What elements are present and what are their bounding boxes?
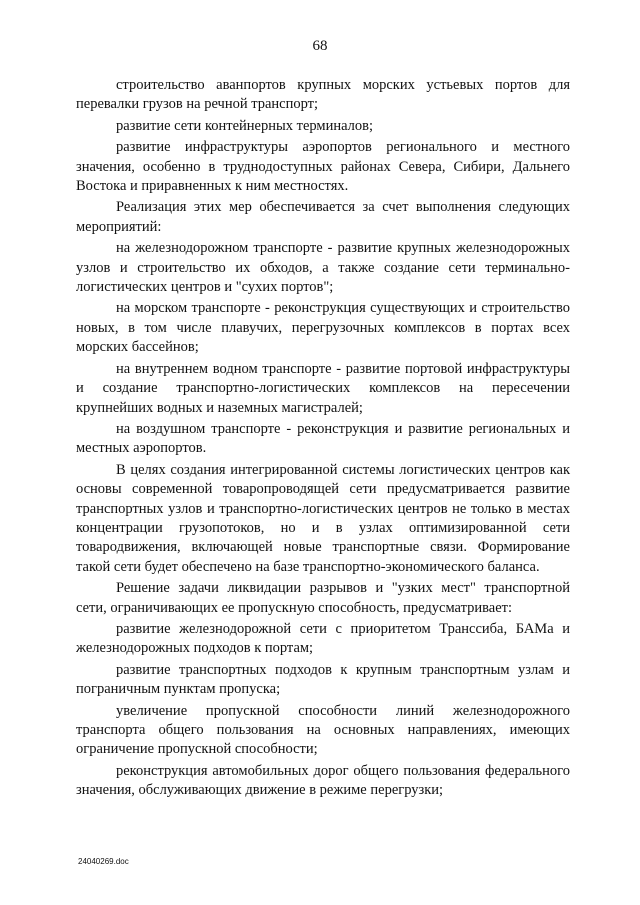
paragraph: Реализация этих мер обеспечивается за счет выполнения следующих мероприятий:: [76, 199, 570, 235]
paragraph: развитие транспортных подходов к крупным транспортным узлам и пограничным пунктам пропуска;: [76, 661, 570, 698]
paragraph: развитие железнодорожной сети с приоритетом Транссиба, БАМа и железнодорожных подходов к портам;: [76, 620, 570, 657]
footer-filename: 24040269.doc: [78, 857, 129, 866]
paragraph: В целях создания интегрированной системы логистических центров как основы современной товаропроводящей сети предусматривается развитие транспортных узлов и транспортно-логистических центров не только в местах концентрации грузопотоков, но и в узлах оптимизированной сети товародвижения, включающей новые транспортные связи. Формирование такой сети будет обеспечено на базе транспортно-экономического баланса.: [76, 461, 570, 575]
paragraph: на внутреннем водном транспорте - развитие портовой инфраструктуры и создание транспортно-логистических комплексов на пересечении крупнейших водных и наземных магистралей;: [76, 360, 570, 416]
body-text: [76, 76, 570, 801]
paragraph: развитие сети контейнерных терминалов;: [116, 117, 374, 134]
paragraph: строительство аванпортов крупных морских устьевых портов для перевалки грузов на речной транспорт;: [76, 77, 570, 113]
paragraph: развитие инфраструктуры аэропортов регионального и местного значения, особенно в труднодоступных районах Севера, Сибири, Дальнего Востока и приравненных к ним местностях.: [76, 139, 570, 195]
paragraph: увеличение пропускной способности линий железнодорожного транспорта общего пользования на основных направлениях, имеющих ограничение пропускной способности;: [76, 702, 570, 758]
paragraph: Решение задачи ликвидации разрывов и "узких мест" транспортной сети, ограничивающих ее пропускную способность, предусматривает:: [76, 580, 570, 616]
paragraph: на воздушном транспорте - реконструкция и развитие региональных и местных аэропортов.: [76, 420, 570, 457]
paragraph: на морском транспорте - реконструкция существующих и строительство новых, в том числе плавучих, перегрузочных комплексов в портах всех морских бассейнов;: [76, 300, 570, 356]
paragraph: на железнодорожном транспорте - развитие крупных железнодорожных узлов и строительство их обходов, а также создание сети терминально-логистических центров и "сухих портов";: [76, 240, 570, 296]
page-number: 68: [312, 38, 328, 54]
paragraph: реконструкция автомобильных дорог общего пользования федерального значения, обслуживающих движение в режиме перегрузки;: [76, 762, 570, 799]
